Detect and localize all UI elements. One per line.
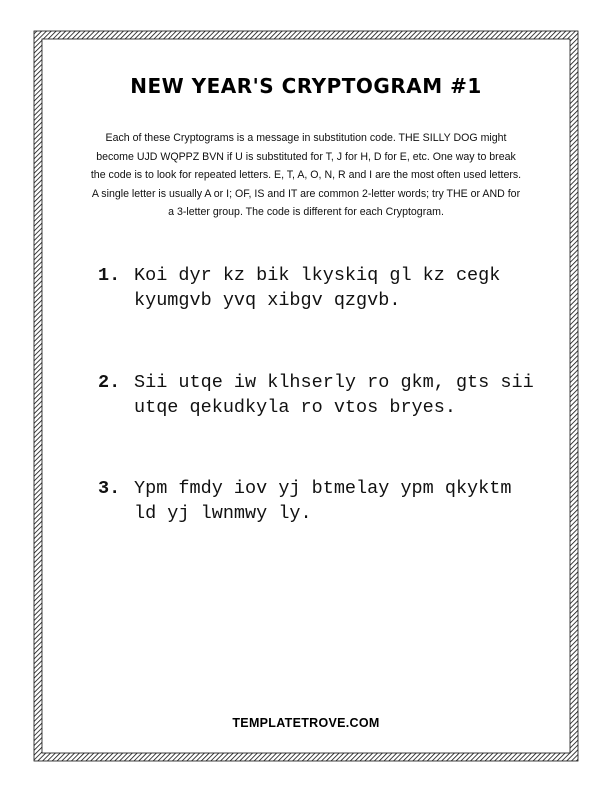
cryptogram-line: utqe qekudkyla ro vtos bryes. xyxy=(134,397,456,418)
cryptogram-1 xyxy=(98,263,501,313)
cryptogram-line: Ypm fmdy iov yj btmelay ypm qkyktm xyxy=(134,478,512,499)
page-title: NEW YEAR'S CRYPTOGRAM #1 xyxy=(130,74,482,98)
cryptogram-2 xyxy=(98,370,534,420)
cryptogram-line: Koi dyr kz bik lkyskiq gl kz cegk xyxy=(134,265,501,286)
cryptogram-3 xyxy=(98,476,512,526)
site-footer-link[interactable]: TEMPLATETROVE.COM xyxy=(232,716,380,730)
cryptogram-number: 1. xyxy=(98,265,121,286)
cryptogram-line: kyumgvb yvq xibgv qzgvb. xyxy=(134,290,401,311)
cryptogram-line: ld yj lwnmwy ly. xyxy=(134,503,312,524)
instructions-paragraph: Each of these Cryptograms is a message in substitution code. THE SILLY DOG might become UJD WQPPZ BVN if U is substituted for T, J for H, D for E, etc. One way to break the code is to look for repeated letters. E, T, A, O, N, R and I are the most often used letters. A single letter is usually A or I; OF, IS and IT are common 2-letter words; try THE or AND for a 3-letter group. The code is different for each Cryptogram. xyxy=(90,132,522,219)
cryptogram-line: Sii utqe iw klhserly ro gkm, gts sii xyxy=(134,372,534,393)
cryptogram-number: 2. xyxy=(98,372,121,393)
cryptogram-number: 3. xyxy=(98,478,121,499)
